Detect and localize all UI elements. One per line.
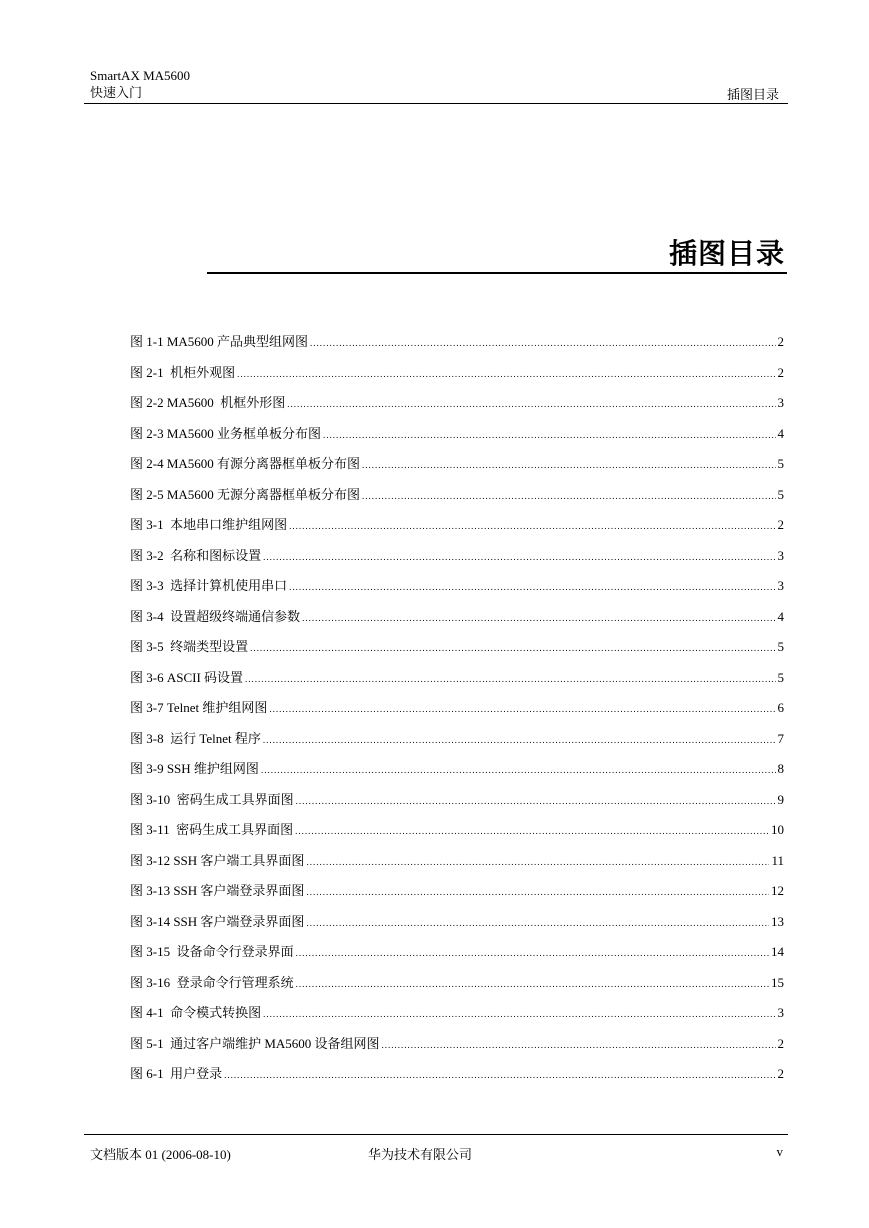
toc-entry-label: 图 1-1 MA5600 产品典型组网图: [130, 334, 309, 349]
toc-entry-page: 7: [777, 730, 784, 746]
toc-entry[interactable]: [130, 880, 784, 911]
dot-leader: [295, 822, 769, 838]
company-name: 华为技术有限公司: [368, 1147, 473, 1162]
toc-entry-label: 图 3-12 SSH 客户端工具界面图: [130, 852, 305, 868]
dot-leader: [362, 456, 775, 472]
dot-leader: [237, 365, 775, 381]
toc-entry[interactable]: [130, 758, 784, 789]
toc-entry-page: 2: [777, 364, 784, 380]
dot-leader: [310, 334, 775, 350]
toc-entry-label: 图 2-2 MA5600 机框外形图: [130, 395, 286, 410]
toc-entry-label: 图 3-15 设备命令行登录界面: [130, 944, 294, 959]
toc-entry-label: 图 3-3 选择计算机使用串口: [130, 578, 288, 593]
toc-entry[interactable]: [130, 545, 784, 576]
toc-entry[interactable]: [130, 728, 784, 759]
toc-entry-page: 12: [771, 883, 784, 898]
toc-entry-label: 图 3-6 ASCII 码设置: [130, 669, 244, 685]
toc-entry-page: 13: [771, 913, 784, 929]
footer-divider: [84, 1134, 788, 1135]
toc-entry-label: 图 3-14 SSH 客户端登录界面图: [130, 913, 305, 929]
section-name: 插图目录: [726, 87, 779, 102]
toc-entry[interactable]: [130, 1063, 784, 1094]
toc-entry-label: 图 3-7 Telnet 维护组网图: [130, 700, 268, 715]
header-divider: [84, 103, 788, 104]
toc-entry-page: 5: [777, 639, 784, 654]
toc-entry[interactable]: [130, 362, 784, 393]
dot-leader: [306, 883, 769, 899]
toc-entry[interactable]: [130, 606, 784, 637]
manual-name: 快速入门: [90, 85, 143, 100]
toc-entry-page: 14: [771, 944, 784, 959]
doc-version: 文档版本 01 (2006-08-10): [90, 1147, 231, 1162]
toc-entry-label: 图 2-4 MA5600 有源分离器框单板分布图: [130, 456, 361, 471]
dot-leader: [382, 1036, 776, 1052]
toc-entry[interactable]: [130, 941, 784, 972]
dot-leader: [224, 1066, 775, 1082]
dot-leader: [306, 914, 769, 930]
toc-entry-page: 2: [777, 1066, 784, 1081]
product-name: SmartAX MA5600: [90, 68, 191, 83]
toc-entry[interactable]: [130, 514, 784, 545]
toc-entry-page: 9: [777, 791, 784, 807]
toc-entry[interactable]: [130, 819, 784, 850]
toc-entry-label: 图 3-5 终端类型设置: [130, 639, 249, 654]
title-divider: [207, 272, 787, 274]
toc-entry[interactable]: [130, 453, 784, 484]
toc-entry[interactable]: [130, 1033, 784, 1064]
page-header-left: [90, 67, 190, 101]
dot-leader: [245, 670, 775, 686]
toc-entry-page: 3: [777, 547, 784, 563]
toc-entry-page: 6: [777, 700, 784, 715]
dot-leader: [263, 548, 775, 564]
toc-entry[interactable]: [130, 850, 784, 881]
toc-entry-label: 图 3-11 密码生成工具界面图: [130, 822, 294, 837]
toc-entry[interactable]: [130, 1002, 784, 1033]
toc-entry-page: 10: [771, 822, 784, 837]
toc-entry[interactable]: [130, 697, 784, 728]
toc-entry-page: 5: [777, 669, 784, 685]
toc-entry-label: 图 2-3 MA5600 业务框单板分布图: [130, 425, 322, 441]
toc-entry-label: 图 5-1 通过客户端维护 MA5600 设备组网图: [130, 1035, 380, 1051]
toc-entry-label: 图 3-16 登录命令行管理系统: [130, 974, 294, 990]
toc-entry[interactable]: [130, 667, 784, 698]
dot-leader: [287, 395, 775, 411]
toc-entry-page: 5: [777, 456, 784, 471]
toc-entry[interactable]: [130, 484, 784, 515]
toc-entry[interactable]: [130, 575, 784, 606]
dot-leader: [296, 944, 769, 960]
dot-leader: [261, 761, 776, 777]
figure-list: [130, 331, 784, 1094]
dot-leader: [269, 700, 775, 716]
toc-entry-page: 4: [777, 425, 784, 441]
dot-leader: [362, 487, 775, 503]
dot-leader: [323, 426, 775, 442]
page-title: 插图目录: [668, 237, 785, 270]
toc-entry-label: 图 3-10 密码生成工具界面图: [130, 791, 294, 807]
toc-entry-page: 11: [771, 852, 784, 868]
dot-leader: [263, 1005, 775, 1021]
toc-entry-page: 15: [771, 974, 784, 990]
toc-entry-label: 图 3-8 运行 Telnet 程序: [130, 730, 261, 746]
dot-leader: [250, 639, 775, 655]
toc-entry[interactable]: [130, 789, 784, 820]
dot-leader: [306, 853, 769, 869]
toc-entry-label: 图 6-1 用户登录: [130, 1066, 223, 1081]
toc-entry-label: 图 3-1 本地串口维护组网图: [130, 517, 288, 532]
dot-leader: [296, 975, 769, 991]
page-number: v: [776, 1144, 783, 1159]
dot-leader: [263, 731, 776, 747]
toc-entry[interactable]: [130, 392, 784, 423]
toc-entry-page: 4: [777, 608, 784, 624]
toc-entry[interactable]: [130, 331, 784, 362]
toc-entry-page: 3: [777, 1005, 784, 1020]
toc-entry[interactable]: [130, 423, 784, 454]
dot-leader: [289, 517, 775, 533]
toc-entry-label: 图 2-5 MA5600 无源分离器框单板分布图: [130, 486, 361, 502]
toc-entry[interactable]: [130, 911, 784, 942]
toc-entry-page: 2: [777, 1035, 784, 1051]
toc-entry-label: 图 3-2 名称和图标设置: [130, 547, 262, 563]
toc-entry-page: 2: [777, 334, 784, 349]
toc-entry-label: 图 2-1 机柜外观图: [130, 364, 236, 380]
toc-entry[interactable]: [130, 636, 784, 667]
toc-entry-page: 2: [777, 517, 784, 532]
toc-entry-label: 图 3-9 SSH 维护组网图: [130, 761, 259, 776]
toc-entry-page: 3: [777, 578, 784, 593]
toc-entry-page: 8: [777, 761, 784, 776]
dot-leader: [302, 609, 775, 625]
toc-entry-label: 图 3-4 设置超级终端通信参数: [130, 608, 301, 624]
toc-entry-page: 5: [777, 486, 784, 502]
dot-leader: [296, 792, 776, 808]
toc-entry-label: 图 3-13 SSH 客户端登录界面图: [130, 883, 305, 898]
dot-leader: [289, 578, 775, 594]
toc-entry-label: 图 4-1 命令模式转换图: [130, 1005, 262, 1020]
toc-entry[interactable]: [130, 972, 784, 1003]
toc-entry-page: 3: [777, 395, 784, 410]
